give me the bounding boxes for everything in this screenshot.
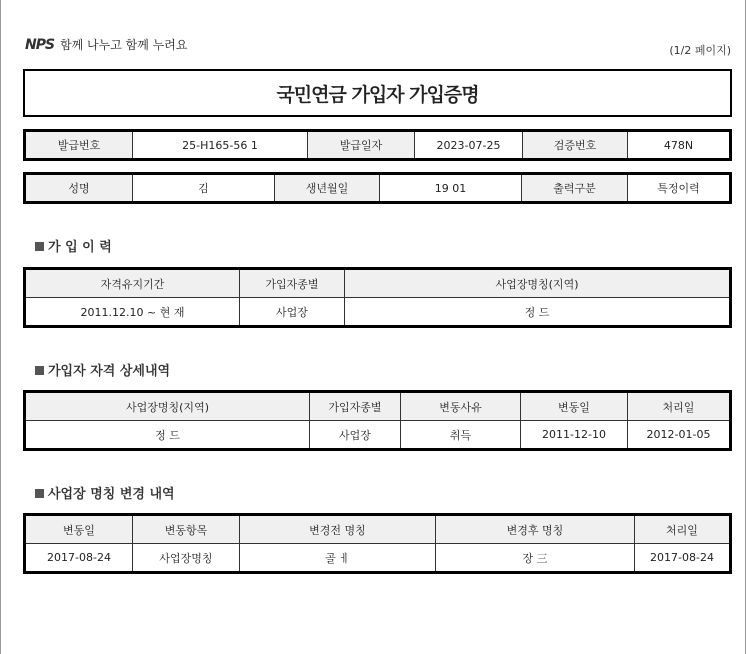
table-header-row (25, 515, 731, 544)
table-row (25, 298, 731, 327)
table-cell: 골 ㅔ (240, 544, 436, 573)
table-cell: 사업장 (310, 421, 401, 450)
section-title-text: 가입자 자격 상세내역 (48, 364, 171, 379)
column-header: 변경후 명칭 (436, 515, 635, 544)
table-row (25, 174, 731, 203)
nps-logo (25, 36, 187, 53)
column-header: 가입자종별 (310, 392, 401, 421)
detail-table (23, 390, 732, 451)
verify-number: 478N (628, 131, 731, 160)
column-header: 변동사유 (401, 392, 521, 421)
output-type: 특정이력 (628, 174, 731, 203)
section-title-text: 가 입 이 력 (48, 240, 112, 255)
square-bullet-icon (35, 489, 44, 498)
table-cell: 취득 (401, 421, 521, 450)
table-row (25, 131, 731, 160)
column-header: 사업장명칭(지역) (345, 269, 731, 298)
section-title-text: 사업장 명칭 변경 내역 (48, 487, 175, 502)
table-header-row (25, 269, 731, 298)
name: 김 (133, 174, 275, 203)
table-row (25, 421, 731, 450)
slogan: 함께 나누고 함께 누려요 (60, 38, 188, 52)
column-header: 처리일 (635, 515, 731, 544)
name-change-table (23, 513, 732, 574)
table-cell: 2017-08-24 (635, 544, 731, 573)
square-bullet-icon (35, 366, 44, 375)
label-output-type: 출력구분 (522, 174, 628, 203)
column-header: 처리일 (628, 392, 731, 421)
table-cell: 2012-01-05 (628, 421, 731, 450)
history-table (23, 267, 732, 328)
table-cell: 사업장명칭 (133, 544, 240, 573)
column-header: 변경전 명칭 (240, 515, 436, 544)
table-cell: 2011-12-10 (521, 421, 628, 450)
square-bullet-icon (35, 242, 44, 251)
issue-number: 25-H165-56 1 (133, 131, 308, 160)
section-title-detail (35, 360, 170, 379)
issue-date: 2023-07-25 (415, 131, 523, 160)
label-issue-number: 발급번호 (25, 131, 133, 160)
section-title-history (35, 236, 112, 255)
column-header: 변동항목 (133, 515, 240, 544)
table-cell: 정 드 (25, 421, 310, 450)
column-header: 가입자종별 (240, 269, 345, 298)
birthdate: 19 01 (380, 174, 522, 203)
column-header: 변동일 (25, 515, 133, 544)
label-name: 성명 (25, 174, 133, 203)
table-cell: 2011.12.10 ~ 현 재 (25, 298, 240, 327)
label-birthdate: 생년월일 (275, 174, 380, 203)
column-header: 자격유지기간 (25, 269, 240, 298)
table-cell: 정 드 (345, 298, 731, 327)
table-cell: 장 三 (436, 544, 635, 573)
label-issue-date: 발급일자 (308, 131, 415, 160)
column-header: 사업장명칭(지역) (25, 392, 310, 421)
table-cell: 사업장 (240, 298, 345, 327)
person-info-table (23, 172, 732, 204)
table-row (25, 544, 731, 573)
page-indicator: (1/2 페이지) (669, 44, 731, 57)
document-title: 국민연금 가입자 가입증명 (23, 69, 732, 117)
table-header-row (25, 392, 731, 421)
label-verify-number: 검증번호 (523, 131, 628, 160)
section-title-name-change (35, 483, 175, 502)
nps-logo-mark: NPS (25, 36, 55, 53)
issue-info-table (23, 129, 732, 161)
column-header: 변동일 (521, 392, 628, 421)
table-cell: 2017-08-24 (25, 544, 133, 573)
